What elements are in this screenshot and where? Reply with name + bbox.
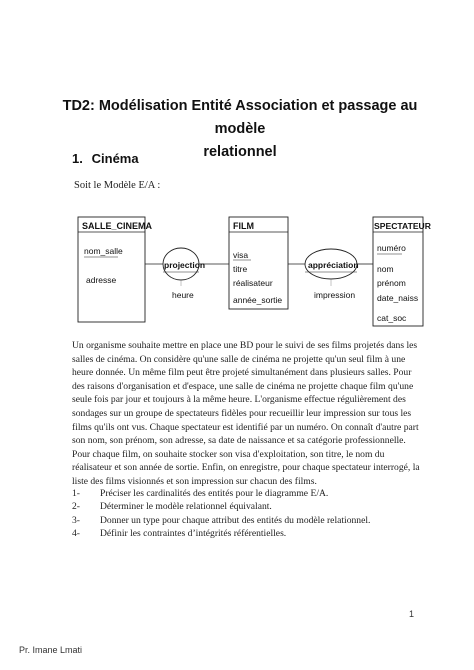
- question-item: [72, 527, 370, 540]
- paragraph-line: des raisons d'organisation et d'espace, une salle de cinéma ne projette chaque film qu'une: [72, 380, 414, 392]
- paragraph-line: heure donnée. Un même film peut être projeté simultanément dans plusieurs salles. Pour: [72, 367, 412, 379]
- attribute: réalisateur: [233, 278, 273, 288]
- attribute: nom: [377, 264, 394, 274]
- association-name: appréciation: [308, 260, 359, 270]
- question-text: Déterminer le modèle relationnel équivalant.: [100, 501, 272, 513]
- question-number: 4-: [72, 528, 80, 540]
- question-number: 1-: [72, 488, 80, 499]
- question-text: Définir les contraintes d’intégrités référentielles.: [100, 528, 287, 540]
- attribute: date_naiss: [377, 293, 419, 303]
- entity-spectateur: [373, 217, 432, 326]
- entity-name: SPECTATEUR: [374, 221, 431, 231]
- association-appreciation: [305, 249, 359, 300]
- paragraph-line: Pour chaque film, on souhaite stocker son visa d'exploitation, son titre, le nom du: [72, 448, 385, 460]
- page-number: 1: [409, 609, 415, 619]
- paragraph-line: son nom, son prénom, son adresse, sa date de naissance et sa catégorie professionnelle.: [72, 435, 406, 447]
- question-list: [72, 487, 370, 541]
- association-name: projection: [164, 260, 206, 270]
- question-item: [72, 500, 370, 513]
- entity-name: FILM: [233, 221, 254, 231]
- footer-author: Pr. Imane Lmati: [19, 645, 83, 655]
- section-number: 1.: [72, 151, 83, 166]
- entity-salle-cinema: [78, 217, 153, 322]
- paragraph-line: films qu'ils ont vus. Chaque spectateur est identifié par un numéro. On connaît d'autre part: [72, 421, 419, 433]
- question-number: 3-: [72, 514, 80, 526]
- attribute: adresse: [86, 275, 117, 285]
- association-attribute: heure: [172, 290, 194, 300]
- entity-film: [229, 217, 288, 309]
- association-attribute: impression: [314, 290, 356, 300]
- entity-name: SALLE_CINEMA: [82, 221, 153, 231]
- attribute-key: numéro: [377, 243, 406, 253]
- question-item: [72, 487, 370, 500]
- association-projection: [163, 248, 205, 300]
- intro-text: Soit le Modèle E/A :: [74, 180, 161, 191]
- question-item: [72, 514, 370, 527]
- paragraph-line: liste des films visionnés et son impression sur chacun des films.: [72, 475, 317, 487]
- section-title: Cinéma: [91, 151, 139, 166]
- paragraph-line: salles de cinéma. On considère qu'une salle de cinéma ne projette qu'un seul film à une: [72, 353, 406, 365]
- title-line-2: relationnel: [203, 144, 277, 160]
- question-number: 2-: [72, 501, 80, 513]
- paragraph-line: réalisateur et son année de sortie. Enfin, on enregistre, pour chaque spectateur interrogé, la: [72, 462, 420, 474]
- question-text: Donner un type pour chaque attribut des entités du modèle relationnel.: [100, 514, 371, 526]
- paragraph-line: seule fois par jour et toujours à la même heure. L'organisme effectue régulièrement des: [72, 394, 406, 406]
- attribute: cat_soc: [377, 313, 407, 323]
- paragraph-line: sondages sur un groupe de spectateurs fidèles pour recueillir leur impression sur tous les: [72, 407, 412, 419]
- attribute: titre: [233, 264, 248, 274]
- attribute: année_sortie: [233, 295, 283, 305]
- question-text: Préciser les cardinalités des entités pour le diagramme E/A.: [100, 488, 329, 499]
- description-paragraph: [72, 339, 422, 489]
- paragraph-line: Un organisme souhaite mettre en place une BD pour le suivi de ses films projetés dans les: [72, 340, 418, 351]
- title-line-1: TD2: Modélisation Entité Association et passage au modèle: [62, 98, 418, 137]
- attribute-key: nom_salle: [84, 246, 123, 256]
- attribute-key: visa: [233, 250, 249, 260]
- attribute: prénom: [377, 278, 406, 288]
